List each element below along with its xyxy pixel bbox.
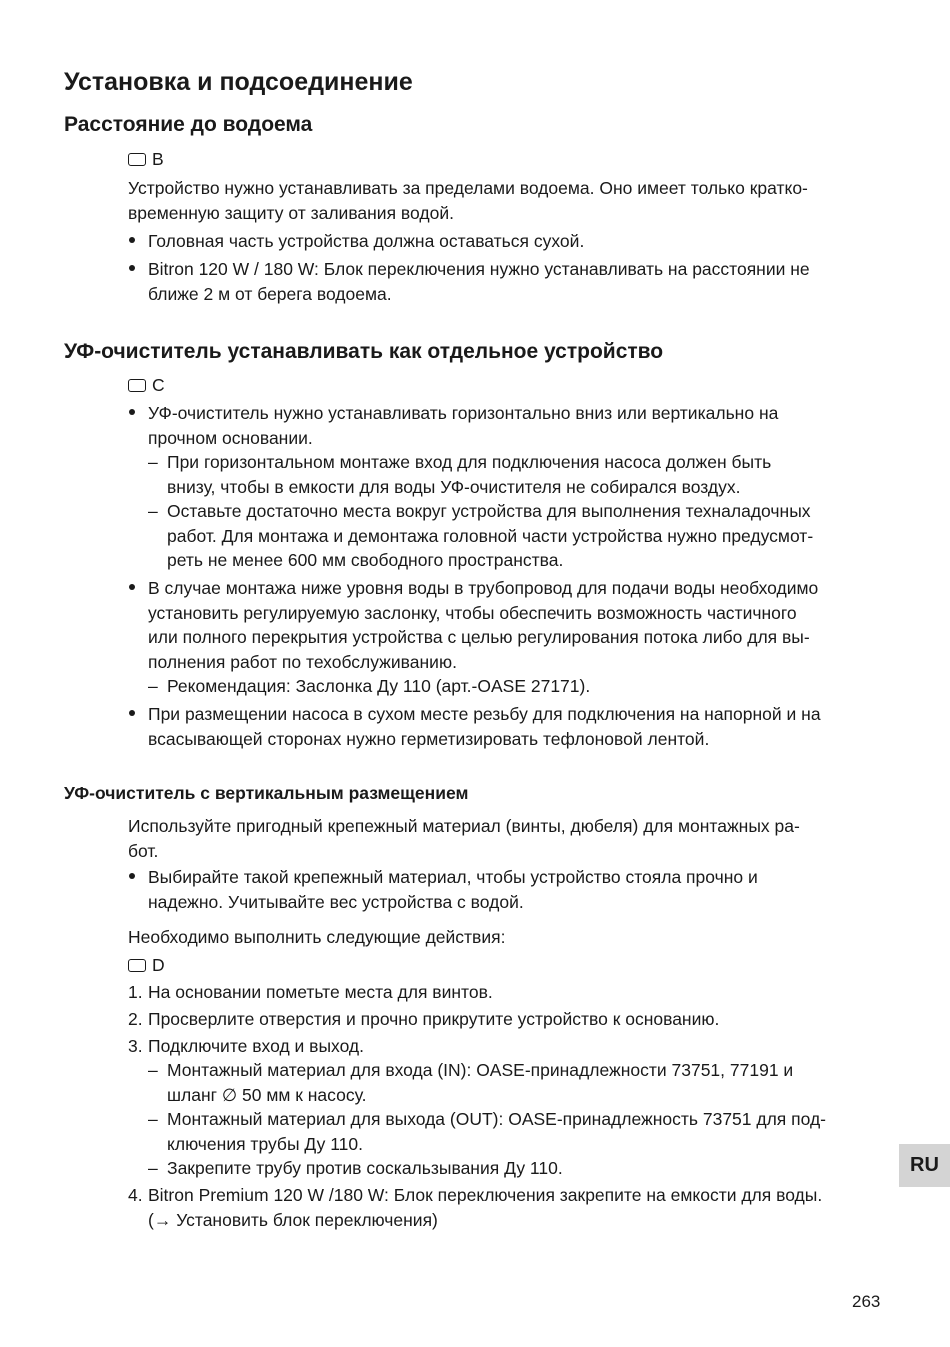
- subsection-heading-vertical: УФ-очиститель с вертикальным размещением: [64, 783, 469, 803]
- figure-reference: D: [128, 955, 165, 976]
- figure-icon: [128, 379, 146, 392]
- dash-marker: –: [148, 1109, 158, 1129]
- step-number: 2.: [128, 1009, 143, 1029]
- page-title: Установка и подсоединение: [64, 68, 413, 96]
- bullet-icon: [128, 865, 135, 890]
- section-heading-standalone: УФ-очиститель устанавливать как отдельное устройство: [64, 340, 664, 363]
- figure-reference: B: [128, 149, 164, 170]
- paragraph: Устройство нужно устанавливать за пределами водоема. Оно имеет только кратко- временную защиту от заливания водой.: [128, 178, 808, 223]
- manual-page: Установка и подсоединение Расстояние до водоема B Устройство нужно устанавливать за пределами водоема. Оно имеет только кратко- временную защиту от заливания водой. Головная часть устройства должна оставаться сухой. Bitron 120 W / 180 W: Блок переключения нужно устанавливать на расстоянии не ближе 2 м от берега водоема. УФ-очиститель устанавливать как отдельное устройство C УФ-очиститель нужно устанавливать горизонтально вниз или вертикально на прочном основании. – При горизонтальном монтаже вход для подключения насоса должен быть внизу, чтобы в емкости для воды УФ-очистителя не собирался воздух. – Оставьте достаточно места вокруг устройства для выполнения техналадочных работ. Для монтажа и демонтажа головной части устройства нужно предусмот- реть не менее 600 мм свободного пространства. В случае монтажа ниже уровня воды в трубопровод для подачи воды необходимо установить регулируемую заслонку, чтобы обеспечить возможность частичного или полного перекрытия устройства с целью регулирования потока либо для вы- полнения работ по техобслуживанию. – Рекомендация: Заслонка Ду 110 (арт.-OASE 27171). При размещении насоса в сухом месте резьбу для подключения на напорной и на всасывающей сторонах нужно герметизировать тефлоновой лентой. УФ-очиститель с вертикальным размещением Используйте пригодный крепежный материал (винты, дюбеля) для монтажных ра- бот. Выбирайте такой крепежный материал, чтобы устройство стояла прочно и надежно. Учитывайте вес устройства с водой. Необходимо выполнить следующие действия: D 1. На основании пометьте места для винтов. 2. Просверлите отверстия и прочно прикрутите устройство к основанию. 3. Подключите вход и выход. – Монтажный материал для входа (IN): OASE-принадлежности 73751, 77191 и шланг ∅ 50 мм к насосу. – Монтажный материал для выхода (OUT): OASE-принадлежность 73751 для под- ключения трубы Ду 110. – Закрепите трубу против соскальзывания Ду 110. 4. Bitron Premium 120 W /180 W: Блок переключения закрепите на емкости для воды. (→ Установить блок переключения) RU 263: [0, 0, 950, 1347]
- dash-marker: –: [148, 676, 158, 696]
- dash-marker: –: [148, 1060, 158, 1080]
- section-heading-distance: Расстояние до водоема: [64, 113, 313, 136]
- figure-icon: [128, 153, 146, 166]
- step-number: 1.: [128, 982, 143, 1002]
- bullet-icon: [128, 702, 135, 727]
- steps-intro: Необходимо выполнить следующие действия:: [128, 927, 506, 947]
- dash-marker: –: [148, 501, 158, 521]
- paragraph: Используйте пригодный крепежный материал (винты, дюбеля) для монтажных ра- бот.: [128, 816, 800, 861]
- step-number: 3.: [128, 1036, 143, 1056]
- bullet-icon: [128, 229, 135, 254]
- language-tab: RU: [899, 1144, 950, 1187]
- bullet-icon: [128, 257, 135, 282]
- figure-reference: C: [128, 375, 165, 396]
- dash-marker: –: [148, 452, 158, 472]
- step-number: 4.: [128, 1185, 143, 1205]
- bullet-icon: [128, 401, 135, 426]
- dash-marker: –: [148, 1158, 158, 1178]
- page-number: 263: [852, 1292, 881, 1311]
- figure-icon: [128, 959, 146, 972]
- bullet-icon: [128, 576, 135, 601]
